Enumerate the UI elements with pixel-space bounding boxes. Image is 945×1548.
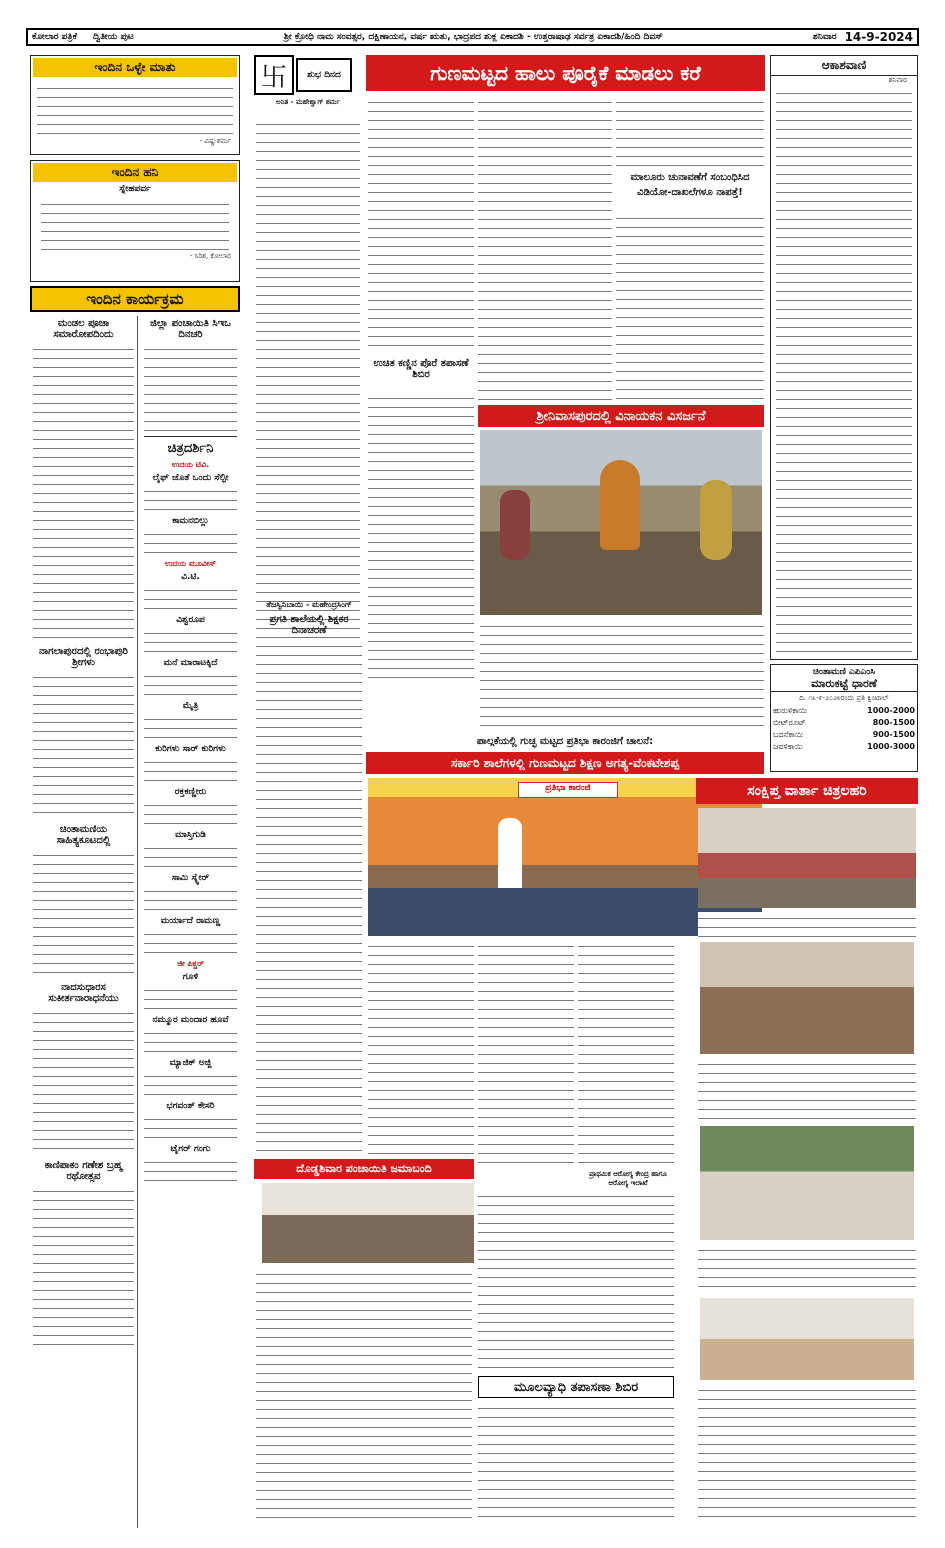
film-title: ಕಾಮನಬಿಲ್ಲು [172, 516, 209, 526]
column-byline: ಅನಿತ - ಮಹೇಶ್ವಾಗ್ ಶರ್ಮ [276, 98, 340, 106]
quote-text [37, 82, 233, 134]
news-caption-4 [698, 1384, 916, 1522]
jamabandi-story [256, 1268, 472, 1523]
jamabandi-headline: ದೊಡ್ಡಶಿವಾರ ಪಂಚಾಯಿತಿ ಜಮಾಬಂದಿ [254, 1159, 474, 1179]
film-details [144, 528, 237, 556]
film-details [144, 885, 237, 913]
video-headline: ಮಾಲೂರು ಚುನಾವಣೆಗೆ ಸಂಬಂಧಿಸಿದ ವಿಡಿಯೋ-ದಾಖಲೆಗಳೂ ನಾಪತ್ತೆ! [630, 172, 750, 198]
film-title: ಭಗವಂತ್ ಕೇಸರಿ [166, 1101, 215, 1111]
program-heading-2: ನಾಗಲಾಪುರದಲ್ಲಿ ರಂಭಾಪುರಿ ಶ್ರೀಗಳು [39, 646, 128, 668]
talent-col-1 [368, 940, 474, 1155]
film-title: ರಕ್ತಕಣ್ಣೀರು [174, 787, 207, 797]
film-title: ಗೂಳಿ [182, 972, 199, 982]
talent-col-2 [478, 940, 574, 1165]
honey-subtitle: ಸ್ನೇಹಪರ್ವ [119, 184, 151, 194]
news-photo-2 [700, 942, 914, 1054]
radio-day: ಶನಿವಾರ [888, 76, 907, 84]
film-details [144, 627, 237, 655]
piles-story [478, 1402, 674, 1522]
program-heading-5: ಕಾಣಿಪಾಕಂ ಗಣೇಶ ಬ್ರಹ್ಮ ರಥೋತ್ಸವ [44, 1160, 123, 1182]
film-details [144, 1027, 237, 1055]
health-story [478, 1190, 674, 1373]
film-title: ಮಾಸ್ತಿಗುಡಿ [175, 830, 206, 840]
program-col-1 [30, 316, 138, 1528]
price-table [771, 705, 917, 753]
film-title: ಟೈಗರ್ ಗಂಗು [170, 1144, 211, 1154]
news-photo-1 [698, 808, 916, 908]
cinema-channel-2: ಉದಯ ಮೂವೀಸ್ [165, 559, 216, 568]
film-details [144, 485, 237, 513]
film-details [144, 1113, 237, 1141]
program-heading-4: ನಾದಸುಧಾರಸ ಸುಕೀರ್ತನಾರಾಧನೆಯು [48, 982, 119, 1004]
radio-box [770, 55, 918, 660]
wedding-title: ತೆಜಸ್ವಿನಿಬಾಯಿ - ಮಹೇಂದ್ರಸಿಂಗ್ [266, 600, 352, 609]
price-row: ಹುರುಳಿಕಾಯಿ 1000-2000 [773, 705, 915, 716]
program-title: ಇಂದಿನ ಕಾರ್ಯಕ್ರಮ [30, 286, 240, 312]
honey-poem [41, 198, 229, 250]
milk-col-1 [368, 96, 474, 354]
banner-text: ಪ್ರತಿಭಾ ಕಾರಂಜಿ [518, 782, 618, 798]
news-caption-3 [698, 1244, 916, 1294]
news-headline: ಸಂಕ್ಷಿಪ್ತ ವಾರ್ತಾ ಚಿತ್ರಲಹರಿ [696, 778, 918, 804]
issue-date: 14-9-2024 [844, 30, 913, 44]
cinema-title: ಚಿತ್ರದರ್ಶಿನಿ [167, 441, 214, 456]
film-title: ಲೈಫ್ ಜೊತೆ ಒಂದು ಸೆಲ್ಫೀ [152, 473, 229, 483]
film-details [144, 756, 237, 784]
honey-author: - ಸಿರಿಶ, ಕೋಲಾರ [189, 252, 231, 260]
talent-kicker: ಪಾಲ್ಗಕೆಯಲ್ಲಿ ಗುಚ್ಛ ಮಟ್ಟದ ಪ್ರತಿಭಾ ಕಾರಂಜಿಗೆ ಚಾಲನೆ: [476, 736, 654, 747]
film-details [144, 670, 237, 698]
news-photo-3 [700, 1126, 914, 1240]
film-title: ಮೈತ್ರಿ [182, 701, 199, 711]
jamabandi-photo [262, 1183, 474, 1263]
cinema-channel-1: ಉದಯ ಟಿವಿ. [171, 460, 210, 469]
almanac-line: ಶ್ರೀ ಕ್ರೋಧಿ ನಾಮ ಸಂವತ್ಸರ, ದಕ್ಷಿಣಾಯನ, ವರ್ಷ ಋತು, ಭಾದ್ರಪದ ಶುಕ್ಲ ಏಕಾದಶಿ - ಉತ್ತರಾಷಾಢ ಸರ್ವತ್ರ ಏಕಾದಶಿ/ಹಿಂದಿ ದಿವಸ್ [283, 32, 663, 42]
market-title-2: ಮಾರುಕಟ್ಟೆ ಧಾರಣೆ [771, 677, 917, 692]
film-details [144, 1156, 237, 1184]
milk-col-2 [478, 96, 612, 426]
teachers-day-story [256, 640, 362, 1160]
talent-headline: ಸರ್ಕಾರಿ ಶಾಲೆಗಳಲ್ಲಿ ಗುಣಮಟ್ಟದ ಶಿಕ್ಷಣ ಅಗತ್ಯ-ವೆಂಕಟೇಶಪ್ಪ [366, 752, 764, 774]
masthead-strip [26, 28, 919, 46]
news-caption-1 [698, 912, 916, 938]
price-row: ಜವಳಿಕಾಯಿ 1000-3000 [773, 741, 915, 752]
film-title: ಸಾಮಿ ಸ್ಕ್ವೇರ್ [171, 873, 210, 883]
market-note: ದಿ. ೧೩-೯-೨೦೨೪ರಂದು ಪ್ರತಿ ಕ್ವಿಂಟಾಲ್ [799, 694, 889, 702]
swastika-logo-icon: 卐 [254, 55, 294, 95]
price-row: ಬೀಟ್‌ರೂಟ್ 800-1500 [773, 717, 915, 728]
teachers-day-headline: ಪ್ರಗತಿ ಶಾಲೆಯಲ್ಲಿ ಶಿಕ್ಷಕರ ದಿನಾಚರಣೆ [269, 614, 349, 636]
film-title: ಕುರಿಗಳು ಸಾರ್ ಕುರಿಗಳು [155, 744, 226, 754]
eye-camp-headline: ಉಚಿತ ಕಣ್ಣಿನ ಪೊರೆ ತಪಾಸಣೆ ಶಿಬಿರ [373, 358, 469, 380]
video-story [616, 212, 764, 426]
film-title: ವಿಶ್ವರೂಪ [176, 615, 205, 625]
film-list [144, 473, 237, 1184]
quote-author: - ವಿಷ್ಣುಶರ್ಮ [199, 137, 231, 145]
film-details [144, 984, 237, 1012]
quote-title: ಇಂದಿನ ಒಳ್ಳೇ ಮಾತು [33, 58, 237, 77]
talent-col-3 [578, 940, 674, 1165]
film-details [144, 842, 237, 870]
program-heading-3: ಚಿಂತಾಮಣಿಯ ಸಾಹಿತ್ಯಕೂಟದಲ್ಲಿ [56, 824, 111, 846]
ganesha-photo [480, 430, 762, 615]
eye-camp-story [368, 392, 474, 682]
quote-box [30, 55, 240, 155]
film-details [144, 1070, 237, 1098]
market-box [770, 664, 918, 772]
page-label: ದ್ವಿತೀಯ ಪುಟ [92, 32, 134, 42]
film-title: ನಮ್ಮೂರ ಮಂದಾರ ಹೂವೆ [152, 1015, 229, 1025]
honey-title: ಇಂದಿನ ಹನಿ [33, 163, 237, 182]
film-title: ಮನೆ ಮಾರಾಟಕ್ಕಿದೆ [163, 658, 218, 668]
health-subhead: ಪ್ರಾಥಮಿಕ ಆರೋಗ್ಯ ಕೇಂದ್ರ ಹಾಗೂ ಆರೋಗ್ಯ ಇಲಾಖೆ [589, 1170, 667, 1187]
paper-name: ಕೋಲಾರ ಪತ್ರಿಕೆ [32, 32, 77, 42]
piles-headline: ಮೂಲವ್ಯಾಧಿ ತಪಾಸಣಾ ಶಿಬಿರ [478, 1376, 674, 1398]
film-title: ಮ್ಯಾಜಿಕ್ ಅಜ್ಜಿ [169, 1058, 212, 1068]
film-title: ವಿ.ಟಿ. [181, 572, 200, 582]
program-heading-1: ಮಂಡಲ ಪೂಜಾ ಸಮಾರೋಪದಿಂದು [53, 318, 114, 340]
cinema-channel-3: ಜೀ ಪಿಕ್ಚರ್ [177, 959, 204, 968]
film-details [144, 713, 237, 741]
day-label: ಶನಿವಾರ [812, 32, 837, 42]
film-details [144, 928, 237, 956]
film-details [144, 584, 237, 612]
ceo-diary-title: ಜಿಲ್ಲಾ ಪಂಚಾಯಿತಿ ಸಿಇಒ ದಿನಚರಿ [150, 318, 231, 340]
milk-col-3 [616, 96, 764, 166]
film-details [144, 799, 237, 827]
film-title: ಮರ್ಯಾದೆ ರಾಮಣ್ಣ [160, 916, 221, 926]
market-title-1: ಚಿಂತಾಮಣಿ ಎಪಿಎಂಸಿ [812, 667, 876, 677]
ganesha-headline: ಶ್ರೀನಿವಾಸಪುರದಲ್ಲಿ ವಿನಾಯಕನ ವಿಸರ್ಜನೆ [478, 405, 764, 427]
logo-text: ಶುಭ ದಿನದ [296, 58, 352, 92]
honey-box [30, 160, 240, 282]
ganesha-story [480, 620, 764, 732]
main-headline: ಗುಣಮಟ್ಟದ ಹಾಲು ಪೂರೈಕೆ ಮಾಡಲು ಕರೆ [366, 55, 765, 91]
news-caption-2 [698, 1058, 916, 1122]
news-photo-4 [700, 1298, 914, 1380]
radio-title: ಆಕಾಶವಾಣಿ [771, 56, 917, 76]
price-row: ಬದನೆಕಾಯಿ 900-1500 [773, 729, 915, 740]
program-col-2 [141, 316, 240, 1528]
